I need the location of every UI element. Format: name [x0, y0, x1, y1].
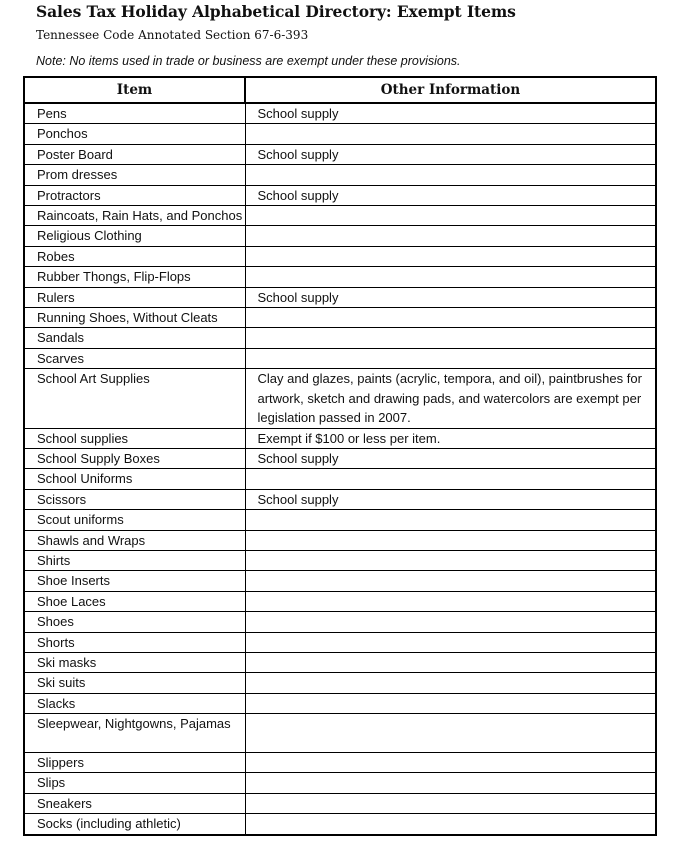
info-cell: Clay and glazes, paints (acrylic, tempora, and oil), paintbrushes for artwork, sketch and drawing pads, and watercolors are exempt per legislation passed in 2007. — [245, 369, 656, 428]
item-cell: School Uniforms — [24, 469, 245, 489]
info-cell — [245, 124, 656, 144]
info-cell — [245, 773, 656, 793]
item-cell: Robes — [24, 246, 245, 266]
table-row — [24, 752, 656, 772]
info-cell — [245, 673, 656, 693]
table-row — [24, 714, 656, 753]
info-cell — [245, 510, 656, 530]
item-cell: Sandals — [24, 328, 245, 348]
info-cell — [245, 530, 656, 550]
table-row — [24, 369, 656, 428]
info-cell — [245, 591, 656, 611]
item-cell: Shoe Inserts — [24, 571, 245, 591]
table-row — [24, 814, 656, 835]
item-cell: Rubber Thongs, Flip-Flops — [24, 267, 245, 287]
table-row — [24, 489, 656, 509]
info-cell — [245, 226, 656, 246]
table-row — [24, 308, 656, 328]
table-row — [24, 591, 656, 611]
item-cell: School Supply Boxes — [24, 448, 245, 468]
item-cell: Ponchos — [24, 124, 245, 144]
table-row — [24, 267, 656, 287]
table-row — [24, 185, 656, 205]
info-cell: School supply — [245, 185, 656, 205]
info-cell — [245, 793, 656, 813]
info-cell — [245, 652, 656, 672]
table-row — [24, 328, 656, 348]
table-row — [24, 530, 656, 550]
item-cell: Slips — [24, 773, 245, 793]
page-title: Sales Tax Holiday Alphabetical Directory: Exempt Items — [36, 2, 516, 21]
item-cell: Raincoats, Rain Hats, and Ponchos — [24, 206, 245, 226]
table-row — [24, 673, 656, 693]
table-row — [24, 124, 656, 144]
item-cell: Slacks — [24, 693, 245, 713]
item-cell: Shawls and Wraps — [24, 530, 245, 550]
info-cell — [245, 328, 656, 348]
table-row — [24, 287, 656, 307]
table-header-row — [24, 77, 656, 103]
table-row — [24, 632, 656, 652]
table-row — [24, 469, 656, 489]
code-section-subtitle: Tennessee Code Annotated Section 67-6-393 — [36, 28, 309, 42]
item-cell: School Art Supplies — [24, 369, 245, 428]
item-cell: School supplies — [24, 428, 245, 448]
info-cell: School supply — [245, 489, 656, 509]
item-cell: Scarves — [24, 348, 245, 368]
info-cell — [245, 714, 656, 753]
table-row — [24, 428, 656, 448]
table-row — [24, 652, 656, 672]
item-cell: Poster Board — [24, 144, 245, 164]
item-cell: Pens — [24, 103, 245, 124]
item-cell: Rulers — [24, 287, 245, 307]
table-row — [24, 144, 656, 164]
item-cell: Sleepwear, Nightgowns, Pajamas — [24, 714, 245, 753]
info-cell — [245, 267, 656, 287]
item-cell: Protractors — [24, 185, 245, 205]
info-cell — [245, 550, 656, 570]
table-row — [24, 550, 656, 570]
table-row — [24, 773, 656, 793]
item-cell: Running Shoes, Without Cleats — [24, 308, 245, 328]
table-row — [24, 693, 656, 713]
info-cell: School supply — [245, 287, 656, 307]
table-row — [24, 246, 656, 266]
table-row — [24, 612, 656, 632]
info-cell — [245, 348, 656, 368]
info-cell — [245, 308, 656, 328]
table-row — [24, 226, 656, 246]
info-cell — [245, 814, 656, 835]
info-cell — [245, 632, 656, 652]
info-cell: School supply — [245, 144, 656, 164]
table-row — [24, 510, 656, 530]
table-row — [24, 165, 656, 185]
item-cell: Scissors — [24, 489, 245, 509]
exempt-items-table — [23, 76, 657, 836]
item-cell: Ski masks — [24, 652, 245, 672]
table-row — [24, 793, 656, 813]
column-header-other-information: Other Information — [245, 77, 656, 103]
info-cell — [245, 206, 656, 226]
item-cell: Religious Clothing — [24, 226, 245, 246]
item-cell: Shoe Laces — [24, 591, 245, 611]
info-cell — [245, 571, 656, 591]
info-cell — [245, 612, 656, 632]
column-header-item: Item — [24, 77, 245, 103]
table-row — [24, 571, 656, 591]
info-cell: School supply — [245, 103, 656, 124]
info-cell — [245, 165, 656, 185]
info-cell — [245, 693, 656, 713]
exemption-note: Note: No items used in trade or business are exempt under these provisions. — [36, 54, 461, 68]
table-row — [24, 103, 656, 124]
item-cell: Sneakers — [24, 793, 245, 813]
item-cell: Scout uniforms — [24, 510, 245, 530]
info-cell — [245, 469, 656, 489]
item-cell: Socks (including athletic) — [24, 814, 245, 835]
item-cell: Shorts — [24, 632, 245, 652]
item-cell: Shoes — [24, 612, 245, 632]
info-cell — [245, 246, 656, 266]
info-cell — [245, 752, 656, 772]
info-cell: School supply — [245, 448, 656, 468]
table-row — [24, 206, 656, 226]
table-row — [24, 448, 656, 468]
item-cell: Shirts — [24, 550, 245, 570]
item-cell: Slippers — [24, 752, 245, 772]
table-row — [24, 348, 656, 368]
info-cell: Exempt if $100 or less per item. — [245, 428, 656, 448]
item-cell: Ski suits — [24, 673, 245, 693]
item-cell: Prom dresses — [24, 165, 245, 185]
